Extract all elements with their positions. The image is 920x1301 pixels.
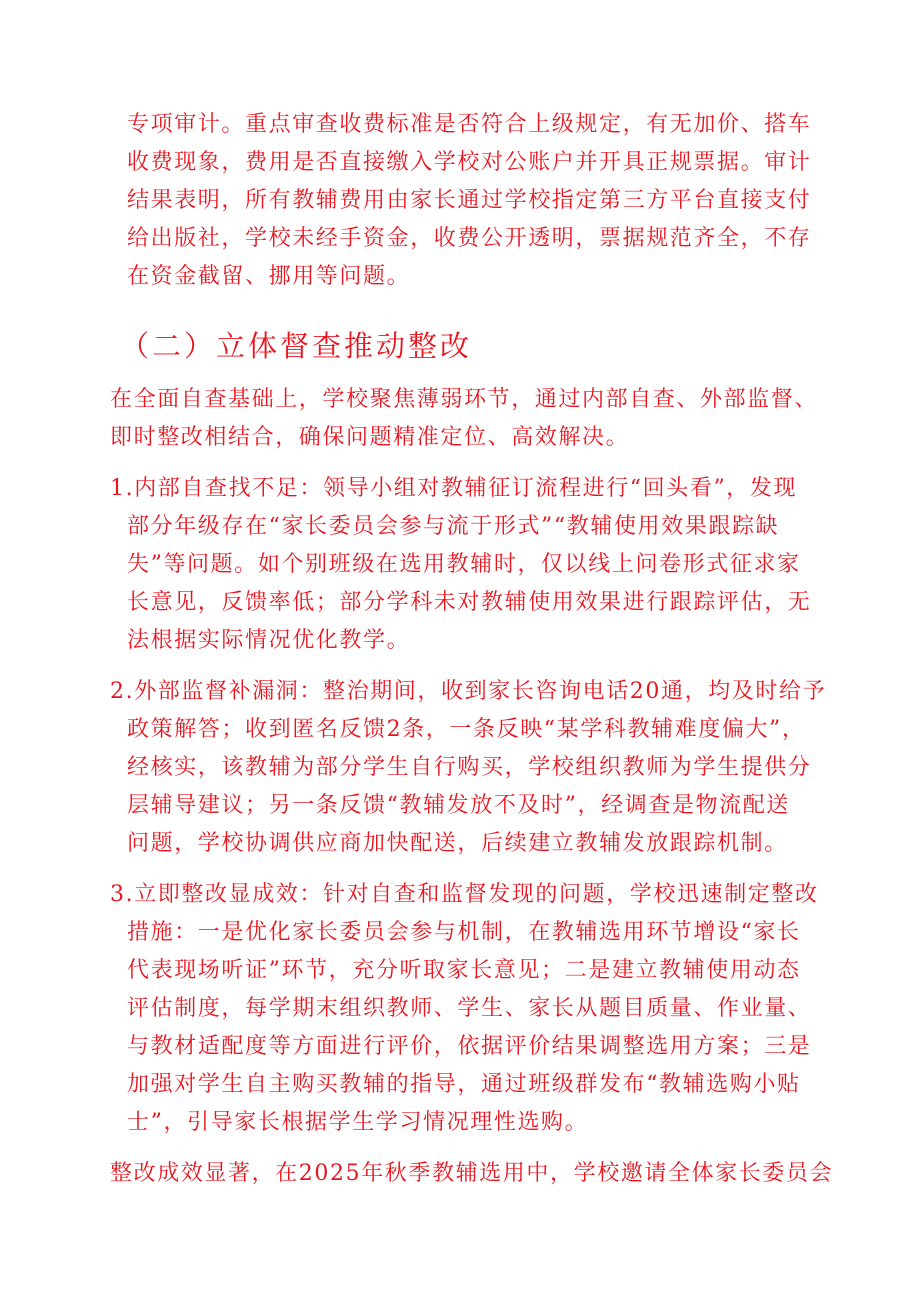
item1-line: 部分年级存在“家长委员会参与流于形式”“教辅使用效果跟踪缺 [127,514,780,539]
item2-line: 2.外部监督补漏洞：整治期间，收到家长咨询电话20通，均及时给予 [110,679,827,704]
section-heading: （二）立体督查推动整改 [120,329,473,363]
audit-paragraph-line: 专项审计。重点审查收费标准是否符合上级规定，有无加价、搭车 [127,112,812,137]
audit-paragraph-line: 结果表明，所有教辅费用由家长通过学校指定第三方平台直接支付 [127,188,812,213]
audit-paragraph-line: 给出版社，学校未经手资金，收费公开透明，票据规范齐全，不存 [127,226,812,251]
item2-line: 问题，学校协调供应商加快配送，后续建立教辅发放跟踪机制。 [127,831,788,856]
item3-line: 士”，引导家长根据学生学习情况理性选购。 [127,1110,589,1135]
item3-line: 代表现场听证”环节，充分听取家长意见；二是建立教辅使用动态 [127,958,801,983]
item2-line: 层辅导建议；另一条反馈“教辅发放不及时”，经调查是物流配送 [127,793,790,818]
intro-paragraph-line: 即时整改相结合，确保问题精准定位、高效解决。 [110,425,630,450]
item2-line: 经核实，该教辅为部分学生自行购买，学校组织教师为学生提供分 [127,755,812,780]
item3-line: 与教材适配度等方面进行评价，依据评价结果调整选用方案；三是 [127,1034,812,1059]
intro-paragraph-line: 在全面自查基础上，学校聚焦薄弱环节，通过内部自查、外部监督、 [110,387,819,412]
item1-line: 1.内部自查找不足：领导小组对教辅征订流程进行“回头看”，发现 [110,476,798,501]
item3-line: 措施：一是优化家长委员会参与机制，在教辅选用环节增设“家长 [127,920,801,945]
item1-line: 失”等问题。如个别班级在选用教辅时，仅以线上问卷形式征求家 [127,552,801,577]
item3-line: 3.立即整改显成效：针对自查和监督发现的问题，学校迅速制定整改 [110,882,819,907]
item3-line: 评估制度，每学期末组织教师、学生、家长从题目质量、作业量、 [127,996,812,1021]
outro-paragraph-line: 整改成效显著，在2025年秋季教辅选用中，学校邀请全体家长委员会 [110,1161,834,1186]
item1-line: 法根据实际情况优化教学。 [127,628,411,653]
audit-paragraph-line: 在资金截留、挪用等问题。 [127,264,411,289]
item1-line: 长意见，反馈率低；部分学科未对教辅使用效果进行跟踪评估，无 [127,590,812,615]
item2-line: 政策解答；收到匿名反馈2条，一条反映“某学科教辅难度偏大”， [127,717,806,742]
audit-paragraph-line: 收费现象，费用是否直接缴入学校对公账户并开具正规票据。审计 [127,150,812,175]
item3-line: 加强对学生自主购买教辅的指导，通过班级群发布“教辅选购小贴 [127,1072,801,1097]
